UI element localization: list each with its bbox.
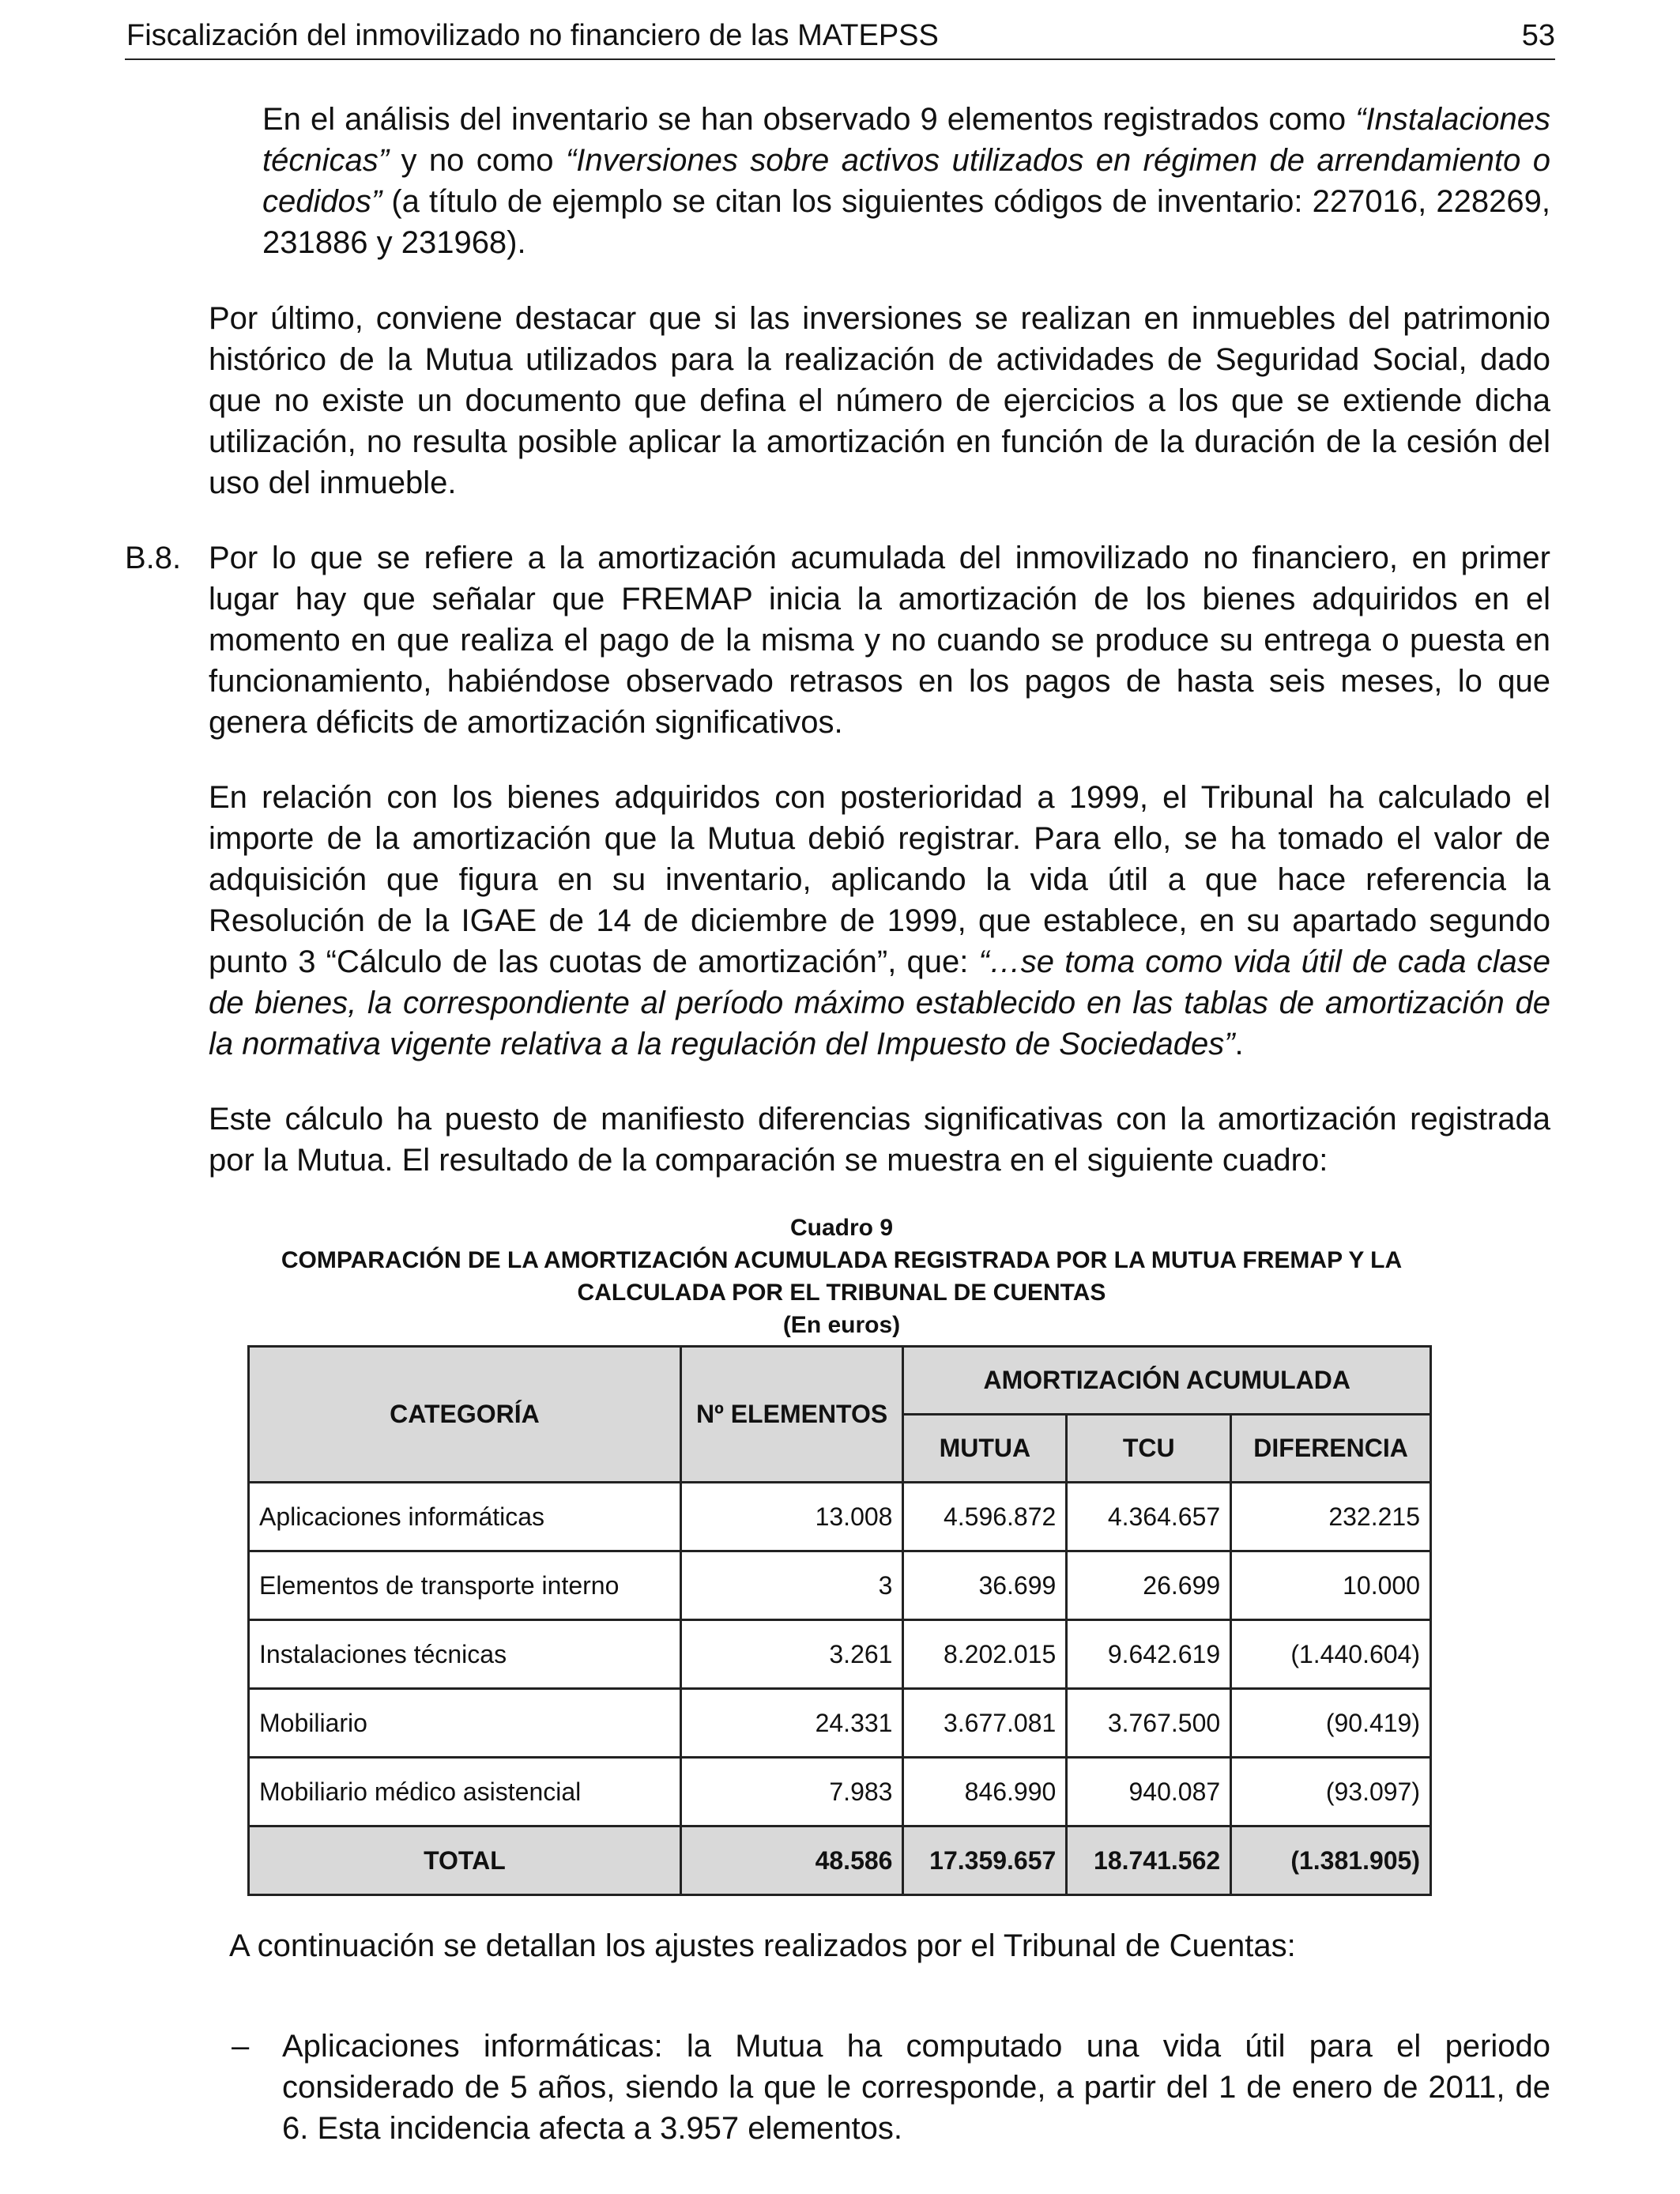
section-label-b8: B.8.: [125, 541, 182, 575]
table-caption-line1: COMPARACIÓN DE LA AMORTIZACIÓN ACUMULADA REGISTRADA POR LA MUTUA FREMAP Y LA: [281, 1247, 1403, 1273]
table-caption-line2: CALCULADA POR EL TRIBUNAL DE CUENTAS: [577, 1280, 1106, 1306]
cell-tcu: 940.087: [1067, 1758, 1231, 1826]
p1-text-c: y no como: [389, 143, 566, 178]
amortization-comparison-table: [247, 1345, 1432, 1896]
cell-diferencia: (93.097): [1231, 1758, 1431, 1826]
table-row: [249, 1551, 1431, 1620]
header-title: Fiscalización del inmovilizado no financiero de las MATEPSS: [126, 19, 939, 52]
p4-quote-igae: “…se toma como vida útil de cada clase de bienes, la correspondiente al período máximo establecido en las tablas de amortización de la normativa vigente relativa a la regulación del Impuesto de Sociedades”: [209, 944, 1551, 1061]
page-number: 53: [1521, 19, 1555, 52]
cell-categoria: Mobiliario: [249, 1689, 681, 1758]
cell-total-diferencia: (1.381.905): [1231, 1826, 1431, 1895]
cell-diferencia: (90.419): [1231, 1689, 1431, 1758]
cell-diferencia: 10.000: [1231, 1551, 1431, 1620]
p1-quote-investments: “Inversiones sobre activos utilizados en régimen de arrendamiento o cedidos”: [262, 143, 1550, 219]
cell-total-tcu: 18.741.562: [1067, 1826, 1231, 1895]
cell-categoria: Mobiliario médico asistencial: [249, 1758, 681, 1826]
table-row: [249, 1689, 1431, 1758]
cell-categoria: Aplicaciones informáticas: [249, 1483, 681, 1551]
p4-text-a: En relación con los bienes adquiridos con posterioridad a 1999, el Tribunal ha calculado el importe de la amortización que la Mutua debió registrar. Para ello, se ha tomado el valor de adquisición que figura en su inventario, aplicando la vida útil a que hace referencia la Resolución de la IGAE de 14 de diciembre de 1999, que establece, en su apartado segundo punto 3 “Cálculo de las cuotas de amortización”, que:: [209, 780, 1550, 979]
table-row: [249, 1483, 1431, 1551]
cell-elementos: 13.008: [680, 1483, 903, 1551]
header-diferencia: DIFERENCIA: [1231, 1415, 1431, 1483]
p1-quote-installations: “Instalaciones técnicas”: [262, 102, 1550, 178]
paragraph-inventory-analysis: [262, 99, 1550, 263]
cell-categoria: Elementos de transporte interno: [249, 1551, 681, 1620]
cell-tcu: 4.364.657: [1067, 1483, 1231, 1551]
p4-text-c: .: [1234, 1027, 1244, 1061]
paragraph-tribunal-calculation: [209, 777, 1550, 1065]
header-elementos: Nº ELEMENTOS: [680, 1347, 903, 1483]
table-row: [249, 1758, 1431, 1826]
header-tcu: TCU: [1067, 1415, 1231, 1483]
cell-mutua: 3.677.081: [903, 1689, 1067, 1758]
cell-diferencia: (1.440.604): [1231, 1620, 1431, 1689]
table-caption-number: Cuadro 9: [789, 1215, 894, 1241]
cell-elementos: 3: [680, 1551, 903, 1620]
cell-mutua: 36.699: [903, 1551, 1067, 1620]
running-header: [125, 17, 1555, 60]
cell-diferencia: 232.215: [1231, 1483, 1431, 1551]
cell-mutua: 846.990: [903, 1758, 1067, 1826]
cell-total-label: TOTAL: [249, 1826, 681, 1895]
cell-elementos: 24.331: [680, 1689, 903, 1758]
cell-mutua: 8.202.015: [903, 1620, 1067, 1689]
cell-mutua: 4.596.872: [903, 1483, 1067, 1551]
bullet-dash: –: [232, 2029, 250, 2064]
paragraph-b8-accumulated-amortization: Por lo que se refiere a la amortización acumulada del inmovilizado no financiero, en primer lugar hay que señalar que FREMAP inicia la amortización de los bienes adquiridos en el momento en que realiza el pago de la misma y no cuando se produce su entrega o puesta en funcionamiento, habiéndose observado retrasos en los pagos de hasta seis meses, lo que genera déficits de amortización significativos.: [209, 541, 1550, 740]
p1-text-e: (a título de ejemplo se citan los siguientes códigos de inventario: 227016, 228269, 231886 y 231968).: [262, 184, 1550, 260]
paragraph-comparison-intro: Este cálculo ha puesto de manifiesto diferencias significativas con la amortización registrada por la Mutua. El resultado de la comparación se muestra en el siguiente cuadro:: [209, 1102, 1550, 1178]
paragraph-historic-heritage: Por último, conviene destacar que si las inversiones se realizan en inmuebles del patrimonio histórico de la Mutua utilizados para la realización de actividades de Seguridad Social, dado que no existe un documento que defina el número de ejercicios a los que se extiende dicha utilización, no resulta posible aplicar la amortización en función de la duración de la cesión del uso del inmueble.: [209, 301, 1550, 500]
cell-elementos: 7.983: [680, 1758, 903, 1826]
table-caption-units: (En euros): [782, 1312, 901, 1338]
header-mutua: MUTUA: [903, 1415, 1067, 1483]
cell-total-elementos: 48.586: [680, 1826, 903, 1895]
cell-categoria: Instalaciones técnicas: [249, 1620, 681, 1689]
table-row: [249, 1620, 1431, 1689]
header-amortizacion-acumulada: AMORTIZACIÓN ACUMULADA: [903, 1347, 1431, 1415]
cell-tcu: 9.642.619: [1067, 1620, 1231, 1689]
paragraph-adjustments-intro: A continuación se detallan los ajustes realizados por el Tribunal de Cuentas:: [229, 1928, 1296, 1963]
cell-tcu: 26.699: [1067, 1551, 1231, 1620]
cell-total-mutua: 17.359.657: [903, 1826, 1067, 1895]
paragraph-bullet-software: Aplicaciones informáticas: la Mutua ha computado una vida útil para el periodo considerado de 5 años, siendo la que le corresponde, a partir del 1 de enero de 2011, de 6. Esta incidencia afecta a 3.957 elementos.: [282, 2029, 1550, 2146]
cell-elementos: 3.261: [680, 1620, 903, 1689]
table-total-row: [249, 1826, 1431, 1895]
cell-tcu: 3.767.500: [1067, 1689, 1231, 1758]
header-categoria: CATEGORÍA: [249, 1347, 681, 1483]
p1-text-a: En el análisis del inventario se han observado 9 elementos registrados como: [262, 102, 1356, 137]
